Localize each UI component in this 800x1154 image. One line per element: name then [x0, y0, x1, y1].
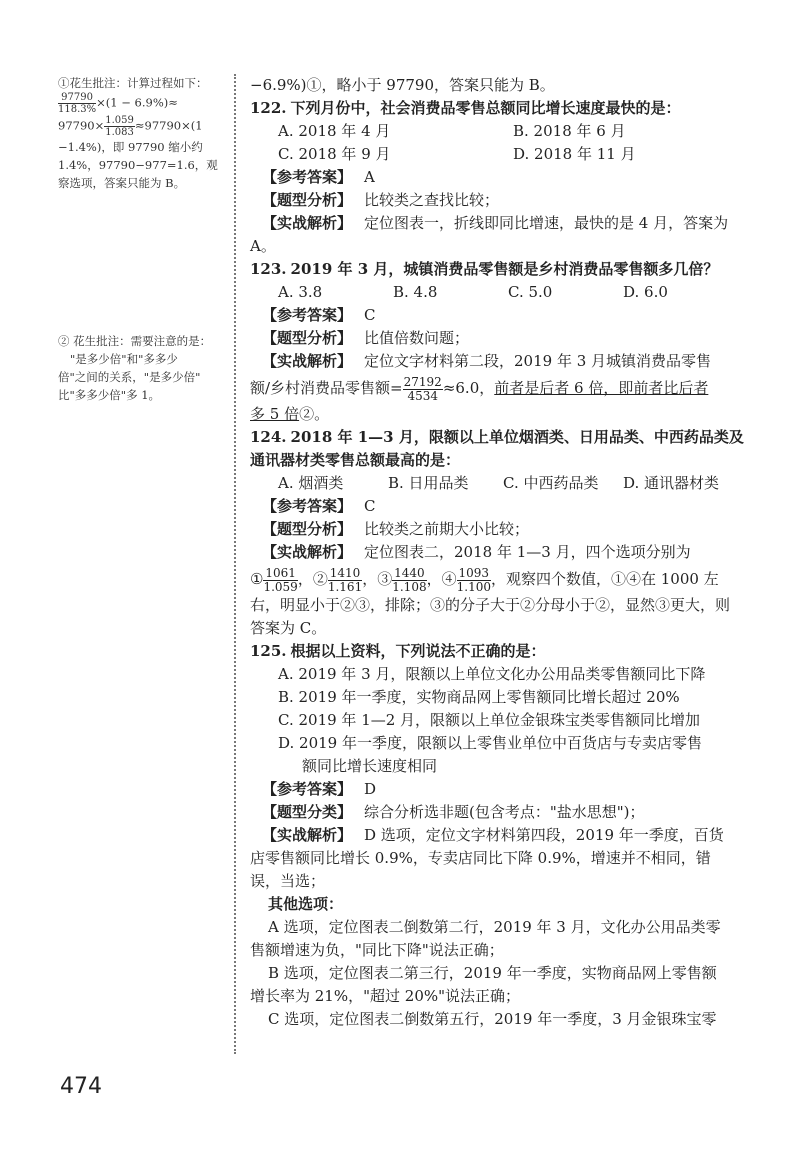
answer-tag: 【参考答案】 — [262, 168, 353, 186]
note1-line2-text: ×(1 − 6.9%)≈ — [96, 95, 178, 110]
fraction-denominator: 1.161 — [327, 579, 363, 594]
wavy-divider — [234, 74, 236, 1054]
analysis-line-1 — [250, 824, 750, 847]
option-c: C. 2018 年 9 月 — [278, 145, 391, 163]
note1-line3-post: ≈97790×(1 — [134, 118, 203, 133]
note2-line1: ② 花生批注：需要注意的是： — [58, 334, 212, 348]
question-title — [250, 97, 750, 120]
type-tag: 【题型分类】 — [262, 803, 353, 821]
analysis-tag: 【实战解析】 — [262, 352, 353, 370]
fraction-denominator: 1.083 — [105, 127, 134, 138]
question-124 — [250, 426, 750, 640]
option-a: A. 3.8 — [278, 283, 323, 301]
type-line — [250, 327, 750, 350]
analysis-line-2 — [250, 373, 750, 403]
answer-value: A — [364, 168, 375, 186]
other-b-line-1: B 选项，定位图表二第三行，2019 年一季度，实物商品网上零售额 — [268, 964, 717, 982]
note2-line3: 倍"之间的关系，"是多少倍" — [58, 370, 201, 384]
fraction-denominator: 4534 — [407, 388, 438, 403]
note1-line6: 察选项，答案只能为 B。 — [58, 176, 186, 190]
note1-fraction-2 — [104, 115, 135, 138]
option-d: D. 2019 年一季度，限额以上零售业单位中百货店与专卖店零售 — [278, 734, 702, 752]
options-row — [250, 472, 750, 495]
fraction-denominator: 1.059 — [263, 579, 298, 594]
question-title — [250, 426, 750, 449]
fraction-numerator: 1093 — [458, 565, 490, 580]
fraction-denominator: 118.3% — [58, 104, 97, 115]
analysis-text: ，观察四个数值，①④在 1000 左 — [490, 570, 719, 588]
option-a: A. 烟酒类 — [278, 474, 344, 492]
note2-line2: "是多少倍"和"多多少 — [70, 352, 178, 366]
answer-tag: 【参考答案】 — [262, 780, 353, 798]
question-text: 2018 年 1—3 月，限额以上单位烟酒类、日用品类、中西药品类及 — [290, 428, 744, 446]
type-value: 比值倍数问题； — [364, 329, 470, 347]
analysis-tag: 【实战解析】 — [262, 543, 353, 561]
fraction-4 — [457, 567, 491, 594]
type-tag: 【题型分析】 — [262, 329, 353, 347]
other-b-line-2: 增长率为 21%，"超过 20%"说法正确； — [250, 987, 521, 1005]
fraction-numerator: 1.059 — [105, 115, 134, 126]
analysis-text: 额/乡村消费品零售额= — [250, 379, 403, 397]
fraction-numerator: 1440 — [394, 565, 425, 580]
question-number: 125. — [250, 642, 287, 660]
analysis-line-1 — [250, 350, 750, 373]
answer-line — [250, 304, 750, 327]
circle-number: ① — [250, 570, 264, 588]
option-d-cont: 额同比增长速度相同 — [302, 757, 438, 775]
underlined-text: 前者是后者 6 倍，即前者比后者 — [494, 379, 709, 397]
question-number: 124. — [250, 428, 287, 446]
note1-line1: ①花生批注：计算过程如下： — [58, 76, 208, 90]
analysis-line-3 — [250, 403, 750, 426]
option-a: A. 2018 年 4 月 — [278, 122, 391, 140]
option-c: C. 中西药品类 — [503, 474, 599, 492]
type-line — [250, 189, 750, 212]
sidebar-notes — [58, 74, 228, 544]
annotation-note-1 — [58, 74, 228, 192]
answer-value: C — [364, 497, 376, 515]
note1-line3 — [58, 115, 228, 138]
question-123 — [250, 258, 750, 426]
answer-tag: 【参考答案】 — [262, 497, 353, 515]
type-tag: 【题型分析】 — [262, 191, 353, 209]
note1-line3-pre: 97790× — [58, 118, 105, 133]
analysis-text: ②。 — [299, 405, 330, 423]
note1-line2 — [58, 92, 228, 115]
continuation-line: −6.9%)①，略小于 97790，答案只能为 B。 — [250, 76, 555, 94]
type-value: 比较类之查找比较； — [364, 191, 500, 209]
page-number: 474 — [60, 1074, 102, 1099]
fraction-3 — [392, 567, 426, 594]
analysis-text: 定位图表一，折线即同比增速，最快的是 4 月，答案为 A。 — [250, 214, 729, 255]
question-number: 122. — [250, 99, 287, 117]
analysis-line-1 — [250, 541, 750, 564]
fraction-numerator: 27192 — [403, 374, 442, 389]
type-tag: 【题型分析】 — [262, 520, 353, 538]
circle-number: ③ — [377, 570, 393, 588]
fraction-denominator: 1.100 — [456, 579, 491, 594]
options-row — [250, 143, 750, 166]
analysis-text: 定位文字材料第二段，2019 年 3 月城镇消费品零售 — [364, 352, 712, 370]
option-d: D. 通讯器材类 — [623, 474, 720, 492]
analysis-line-3: 误，当选； — [250, 872, 326, 890]
question-text: 2019 年 3 月，城镇消费品零售额是乡村消费品零售额多几倍？ — [290, 260, 719, 278]
other-c-line-1: C 选项，定位图表二倒数第五行，2019 年一季度，3 月金银珠宝零 — [268, 1010, 717, 1028]
option-d: D. 2018 年 11 月 — [513, 145, 636, 163]
answer-line — [250, 495, 750, 518]
option-a: A. 2019 年 3 月，限额以上单位文化办公用品类零售额同比下降 — [278, 665, 706, 683]
fraction-numerator: 1410 — [329, 565, 361, 580]
question-title — [250, 258, 750, 281]
analysis-text: D 选项，定位文字材料第四段，2019 年一季度，百货 — [364, 826, 724, 844]
other-a-line-1: A 选项，定位图表二倒数第二行，2019 年 3 月，文化办公用品类零 — [268, 918, 721, 936]
option-d: D. 6.0 — [623, 283, 668, 301]
option-c: C. 5.0 — [508, 283, 553, 301]
analysis-line-2: ① $\frac{1061}{1.059}$ ，② $\frac{1410}{1.161}$ ，③ $\frac{1440}{1.108}$ ，④ $\frac{1093}{1.100}$ ，观察四个数值，①④在 1000 左 — [250, 565, 719, 594]
type-value: 综合分析选非题(包含考点："盐水思想")； — [364, 803, 645, 821]
analysis-line-2: 店零售额同比增长 0.9%，专卖店同比下降 0.9%，增速并不相同，错 — [250, 849, 711, 867]
other-a-line-2: 售额增速为负，"同比下降"说法正确； — [250, 941, 504, 959]
answer-tag: 【参考答案】 — [262, 306, 353, 324]
options-row — [250, 281, 750, 304]
option-b: B. 2018 年 6 月 — [513, 122, 626, 140]
analysis-line-3: 右，明显小于②③，排除；③的分子大于②分母小于②，显然③更大，则 — [250, 596, 731, 614]
option-b: B. 4.8 — [393, 283, 438, 301]
question-125 — [250, 640, 750, 1031]
question-text: 根据以上资料，下列说法不正确的是： — [290, 642, 546, 660]
answer-line — [250, 166, 750, 189]
note1-fraction-1 — [58, 92, 96, 115]
option-b: B. 日用品类 — [388, 474, 469, 492]
circle-number: ④ — [441, 570, 457, 588]
analysis-text: 定位图表二，2018 年 1—3 月，四个选项分别为 — [364, 543, 691, 561]
options-row — [250, 120, 750, 143]
note1-line4: −1.4%)，即 97790 缩小约 — [58, 140, 203, 154]
fraction-denominator: 1.108 — [392, 579, 427, 594]
analysis-tag: 【实战解析】 — [262, 214, 353, 232]
option-c: C. 2019 年 1—2 月，限额以上单位金银珠宝类零售额同比增加 — [278, 711, 701, 729]
circle-number: ② — [312, 570, 328, 588]
note1-line5: 1.4%，97790−977=1.6，观 — [58, 158, 218, 172]
question-text: 下列月份中，社会消费品零售总额同比增长速度最快的是： — [290, 99, 681, 117]
analysis-line-4: 答案为 C。 — [250, 619, 327, 637]
answer-value: C — [364, 306, 376, 324]
answer-line — [250, 778, 750, 801]
analysis-tag: 【实战解析】 — [262, 826, 353, 844]
note2-line4: 比"多多少倍"多 1。 — [58, 388, 161, 402]
answer-value: D — [364, 780, 377, 798]
annotation-note-2 — [58, 332, 228, 404]
question-number: 123. — [250, 260, 287, 278]
question-title — [250, 640, 750, 663]
main-content — [250, 74, 750, 1031]
other-options-heading: 其他选项： — [268, 895, 344, 913]
analysis-block — [250, 212, 750, 258]
option-b: B. 2019 年一季度，实物商品网上零售额同比增长超过 20% — [278, 688, 680, 706]
ratio-fraction — [403, 376, 443, 403]
type-line — [250, 518, 750, 541]
type-line — [250, 801, 750, 824]
fraction-1 — [263, 567, 297, 594]
underlined-text: 多 5 倍 — [250, 405, 300, 423]
fraction-numerator: 97790 — [58, 92, 96, 104]
fraction-numerator: 1061 — [265, 565, 296, 580]
fraction-2 — [328, 567, 362, 594]
type-value: 比较类之前期大小比较； — [364, 520, 530, 538]
question-title-2: 通讯器材类零售总额最高的是： — [250, 451, 461, 469]
question-122 — [250, 97, 750, 258]
analysis-text: ≈6.0， — [442, 379, 495, 397]
